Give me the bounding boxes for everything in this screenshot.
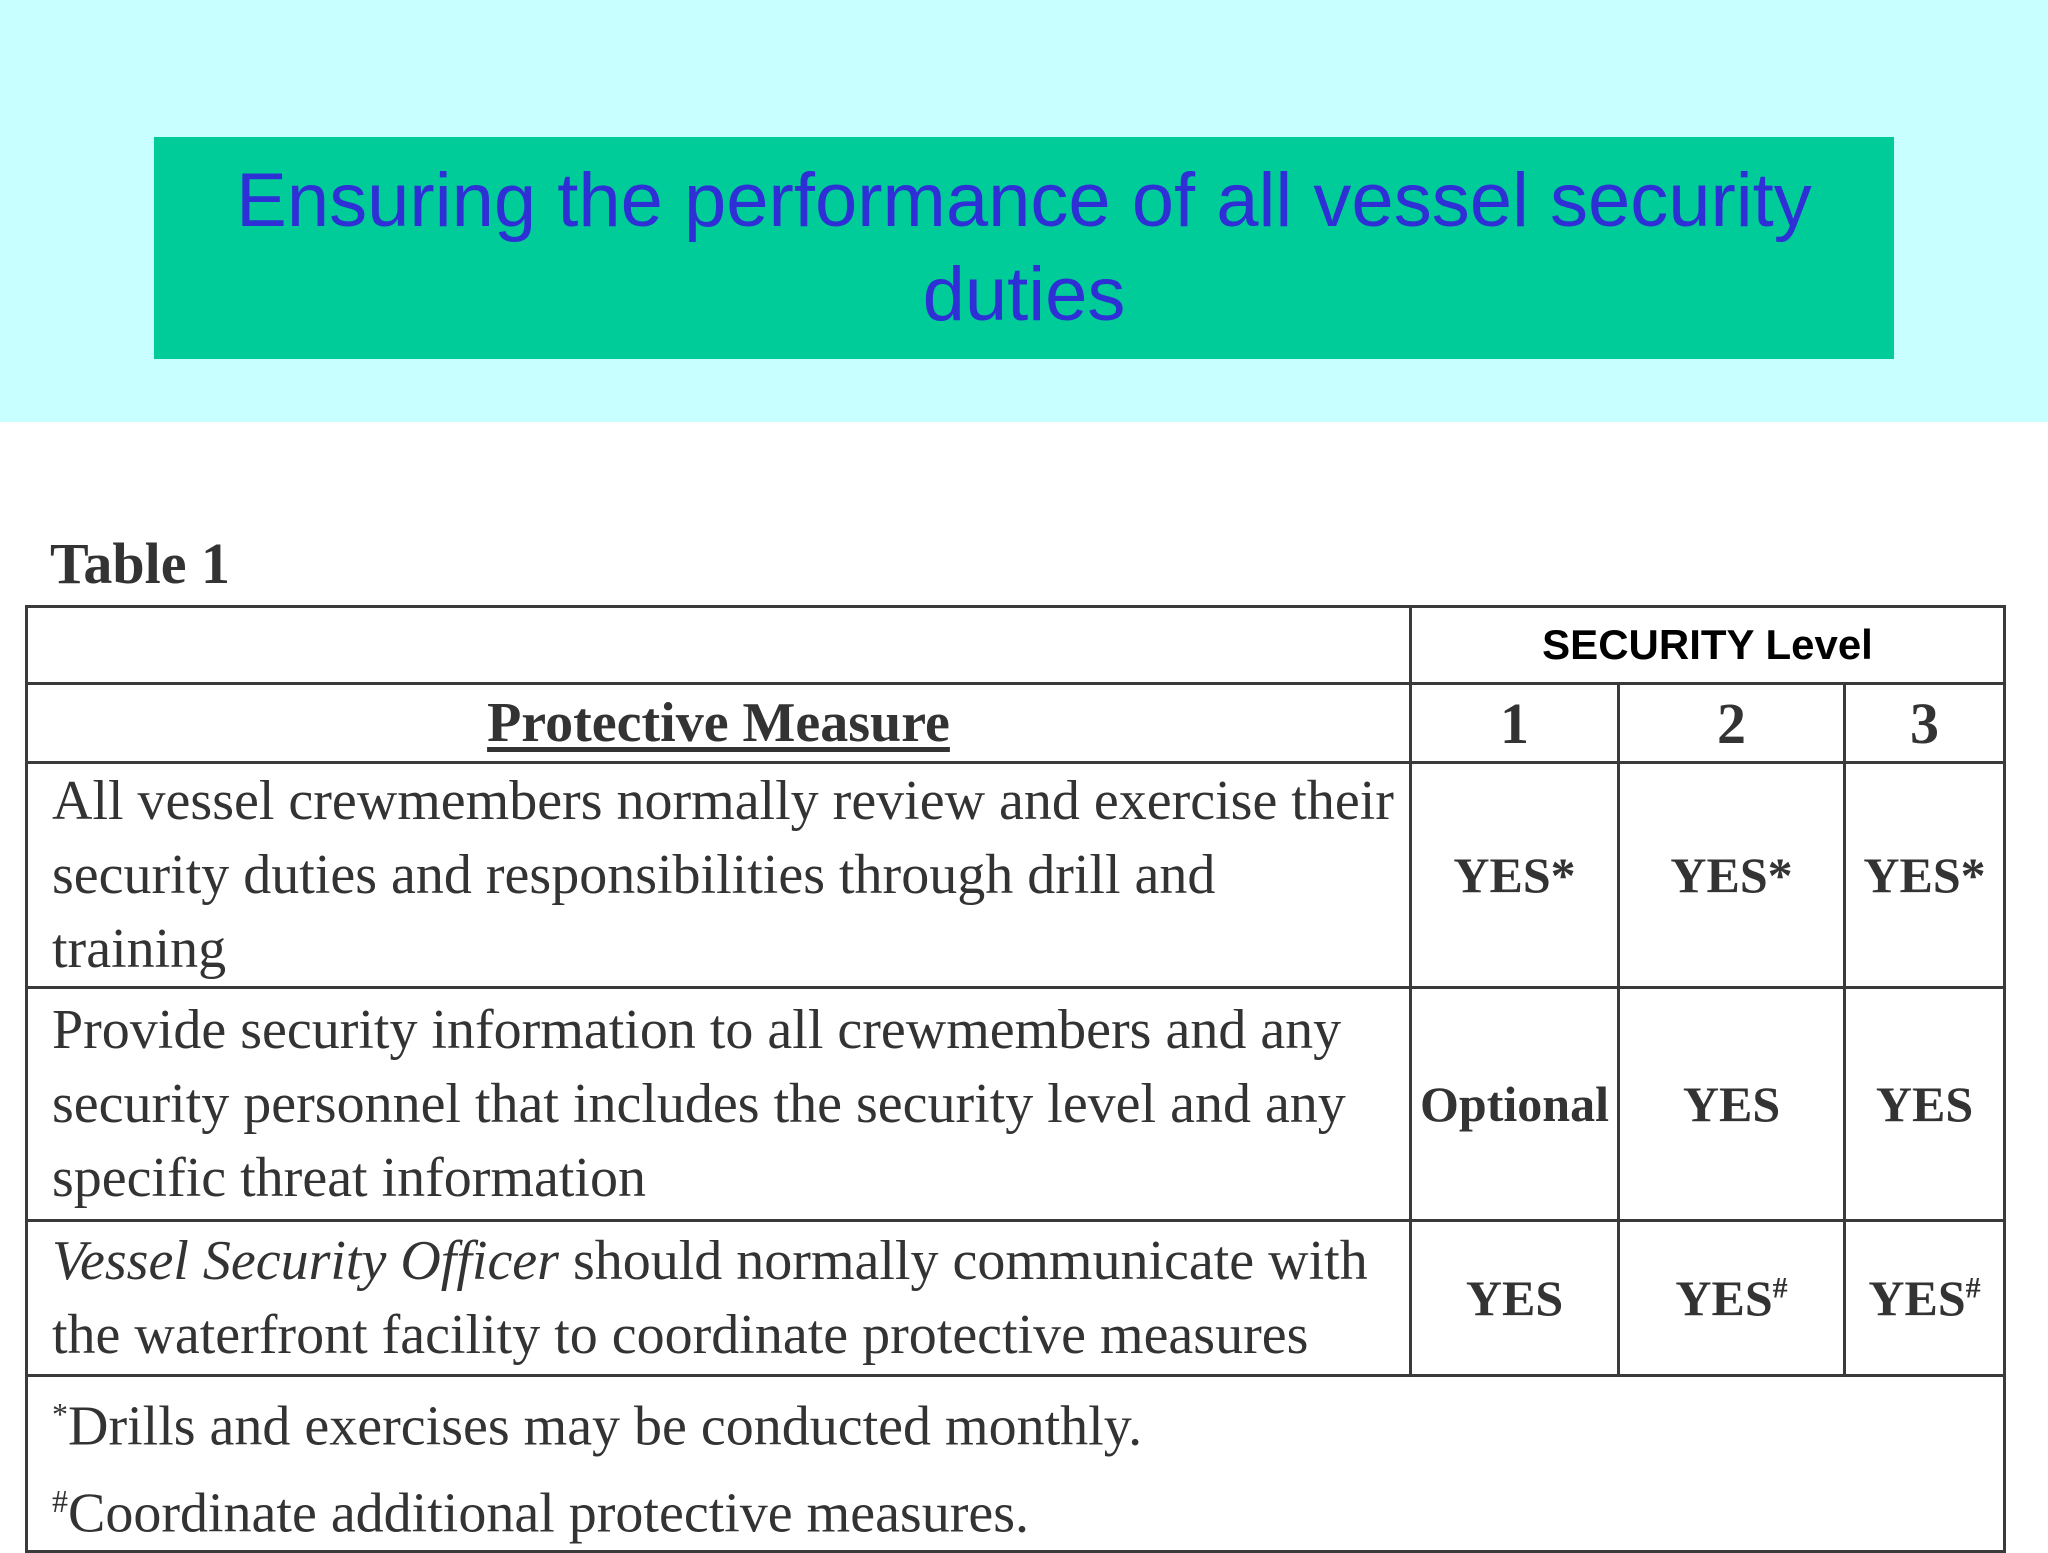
- measure-cell: [27, 988, 1411, 1221]
- table-row: [27, 1376, 2005, 1552]
- measure-text: Provide security information to all crewmembers and any security personnel that includes the security level and any specific threat information: [52, 999, 1346, 1209]
- measure-text: All vessel crewmembers normally review and exercise their security duties and responsibilities through drill and training: [52, 770, 1394, 980]
- value-cell: [1411, 763, 1619, 988]
- empty-header-cell: [27, 607, 1411, 684]
- table-row: [27, 607, 2005, 684]
- value-cell: [1619, 1221, 1845, 1376]
- value-text: YES: [1875, 1076, 1974, 1132]
- value-cell: [1619, 763, 1845, 988]
- measure-italic-text: Vessel Security Officer: [52, 1230, 559, 1292]
- value-cell: [1845, 763, 2005, 988]
- table-row: [27, 684, 2005, 763]
- security-level-header: SECURITY Level: [1411, 607, 2005, 684]
- protective-measure-header-text: Protective Measure: [487, 692, 950, 754]
- footnote-text: Drills and exercises may be conducted monthly.: [68, 1395, 1143, 1458]
- table-row: [27, 763, 2005, 988]
- level-2-header: 2: [1619, 684, 1845, 763]
- footnote-mark: #: [52, 1482, 68, 1519]
- table-caption: Table 1: [50, 531, 230, 596]
- value-cell: [1845, 1221, 2005, 1376]
- value-mark: #: [1965, 1271, 1981, 1305]
- footnotes-cell: [27, 1376, 2005, 1552]
- slide-title: Ensuring the performance of all vessel security duties: [236, 158, 1812, 337]
- value-text: YES: [1675, 1270, 1773, 1326]
- value-cell: [1845, 988, 2005, 1221]
- footnote-mark: *: [52, 1396, 68, 1432]
- value-text: YES*: [1453, 847, 1576, 903]
- value-text: YES: [1682, 1076, 1781, 1132]
- footnote: [52, 1464, 2003, 1551]
- value-cell: [1619, 988, 1845, 1221]
- measure-text: should normally communicate with the waterfront facility to coordinate protective measures: [52, 1230, 1368, 1366]
- value-text: YES*: [1670, 847, 1793, 903]
- value-mark: #: [1772, 1271, 1788, 1305]
- footnote: [52, 1377, 2003, 1464]
- level-3-header: 3: [1845, 684, 2005, 763]
- footnote-text: Coordinate additional protective measures.: [68, 1482, 1030, 1545]
- protective-measure-header: [27, 684, 1411, 763]
- measure-cell: [27, 1221, 1411, 1376]
- value-text: YES: [1465, 1270, 1564, 1326]
- value-text: YES: [1868, 1270, 1966, 1326]
- value-text: YES*: [1863, 847, 1986, 903]
- value-cell: [1411, 1221, 1619, 1376]
- table-row: [27, 1221, 2005, 1376]
- table-row: [27, 988, 2005, 1221]
- protective-measures-table: [25, 605, 2006, 1553]
- level-1-header: 1: [1411, 684, 1619, 763]
- value-text: Optional: [1420, 1076, 1609, 1132]
- value-cell: [1411, 988, 1619, 1221]
- measure-cell: [27, 763, 1411, 988]
- title-box: [154, 137, 1894, 359]
